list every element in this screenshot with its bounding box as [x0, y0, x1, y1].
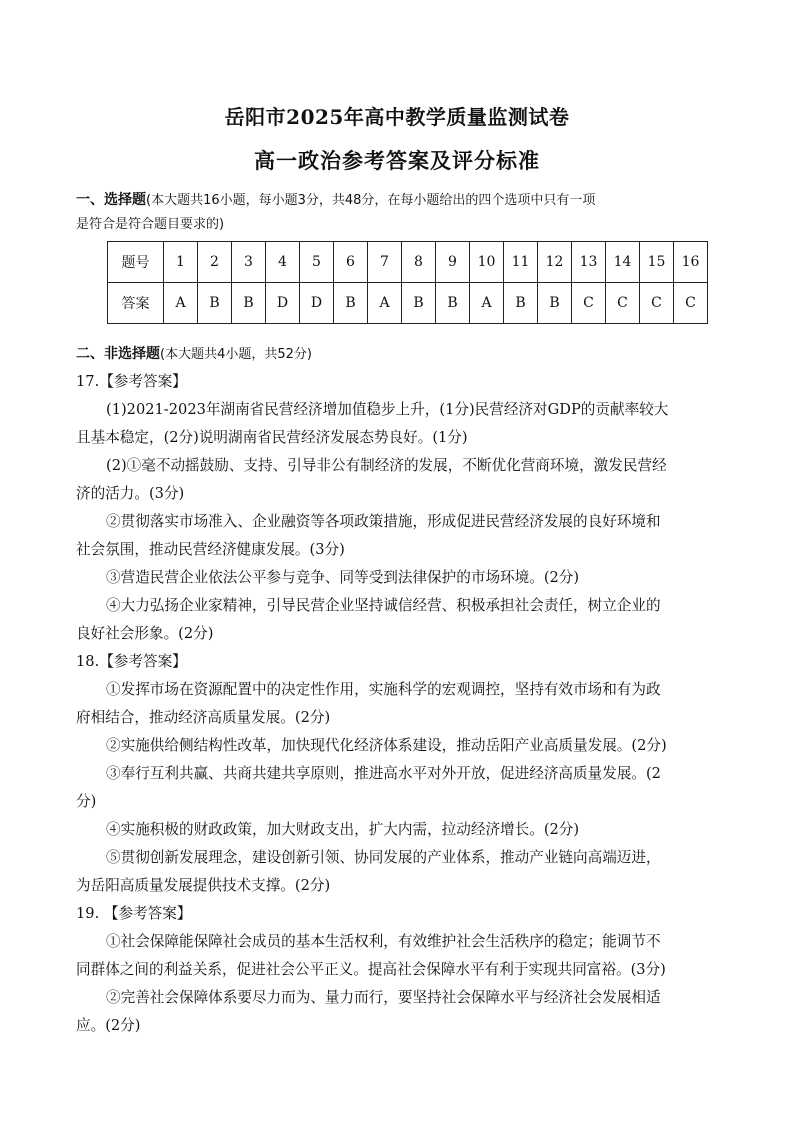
section1-note: (本大题共16小题，每小题3分，共48分，在每小题给出的四个选项中只有一项 — [146, 193, 596, 208]
q18-line: 分) — [76, 793, 97, 810]
question-number: 11 — [504, 242, 538, 283]
q19-line: ②完善社会保障体系要尽力而为、量力而行，要坚持社会保障水平与经济社会发展相适 — [106, 989, 661, 1006]
answer-cell: C — [640, 283, 674, 324]
q17-line: (2)①毫不动摇鼓励、支持、引导非公有制经济的发展，不断优化营商环境，激发民营经 — [106, 457, 667, 474]
section1-note-line2: 是符合是符合题目要求的) — [76, 217, 225, 232]
q17-line: (1)2021-2023年湖南省民营经济增加值稳步上升，(1分)民营经济对GDP的贡献率较大 — [106, 401, 669, 418]
q19-label: 19. 【参考答案】 — [76, 905, 192, 922]
q17-line: 济的活力。(3分) — [76, 485, 185, 502]
q19-line: 同群体之间的利益关系，促进社会公平正义。提高社会保障水平有利于实现共同富裕。(3分) — [76, 961, 666, 978]
q18-line: ④实施积极的财政政策，加大财政支出，扩大内需，拉动经济增长。(2分) — [106, 821, 580, 838]
q19-line: 应。(2分) — [76, 1017, 141, 1034]
question-number: 2 — [198, 242, 232, 283]
answer-cell: B — [232, 283, 266, 324]
question-number: 9 — [436, 242, 470, 283]
q18-line: ①发挥市场在资源配置中的决定性作用，实施科学的宏观调控，坚持有效市场和有为政 — [106, 681, 661, 698]
answer-table — [107, 241, 708, 324]
q18-line: 为岳阳高质量发展提供技术支撑。(2分) — [76, 877, 331, 894]
q17-line: 良好社会形象。(2分) — [76, 625, 214, 642]
table-header-answer: 答案 — [108, 283, 164, 324]
answer-cell: B — [198, 283, 232, 324]
q18-line: ③奉行互利共赢、共商共建共享原则，推进高水平对外开放，促进经济高质量发展。(2 — [106, 765, 661, 782]
q17-line: ③营造民营企业依法公平参与竞争、同等受到法律保护的市场环境。(2分) — [106, 569, 580, 586]
section2-heading: 二、非选择题 — [76, 346, 160, 362]
question-number: 16 — [674, 242, 708, 283]
q18-line: 府相结合，推动经济高质量发展。(2分) — [76, 709, 331, 726]
question-number: 5 — [300, 242, 334, 283]
answer-cell: B — [436, 283, 470, 324]
answer-cell: C — [674, 283, 708, 324]
q18-line: ⑤贯彻创新发展理念，建设创新引领、协同发展的产业体系，推动产业链向高端迈进， — [106, 849, 661, 866]
answer-cell: B — [334, 283, 368, 324]
question-number: 7 — [368, 242, 402, 283]
answer-cell: C — [572, 283, 606, 324]
question-number: 4 — [266, 242, 300, 283]
answer-cell: C — [606, 283, 640, 324]
q17-line: 且基本稳定，(2分)说明湖南省民营经济发展态势良好。(1分) — [76, 429, 468, 446]
answer-table-answer-row — [108, 283, 708, 324]
question-number: 15 — [640, 242, 674, 283]
section1-heading: 一、选择题 — [76, 192, 146, 208]
q17-line: ④大力弘扬企业家精神，引导民营企业坚持诚信经营、积极承担社会责任，树立企业的 — [106, 597, 661, 614]
question-number: 14 — [606, 242, 640, 283]
section1-heading-line — [76, 190, 726, 211]
question-number: 3 — [232, 242, 266, 283]
answer-cell: D — [300, 283, 334, 324]
question-number: 13 — [572, 242, 606, 283]
answer-cell: A — [164, 283, 198, 324]
answer-table-number-row — [108, 242, 708, 283]
question-number: 1 — [164, 242, 198, 283]
document-subtitle: 高一政治参考答案及评分标准 — [254, 148, 540, 173]
q19-line: ①社会保障能保障社会成员的基本生活权利，有效维护社会生活秩序的稳定；能调节不 — [106, 933, 661, 950]
answer-cell: B — [402, 283, 436, 324]
section2-note: (本大题共4小题，共52分) — [160, 347, 312, 362]
question-number: 6 — [334, 242, 368, 283]
answer-cell: B — [538, 283, 572, 324]
question-number: 10 — [470, 242, 504, 283]
answer-cell: D — [266, 283, 300, 324]
answer-cell: B — [504, 283, 538, 324]
question-number: 12 — [538, 242, 572, 283]
question-number: 8 — [402, 242, 436, 283]
q17-label: 17.【参考答案】 — [76, 373, 187, 390]
q18-line: ②实施供给侧结构性改革，加快现代化经济体系建设，推动岳阳产业高质量发展。(2分) — [106, 737, 667, 754]
answer-cell: A — [470, 283, 504, 324]
q17-line: 社会氛围，推动民营经济健康发展。(3分) — [76, 541, 345, 558]
q18-label: 18.【参考答案】 — [76, 653, 187, 670]
section2-heading-line — [76, 344, 726, 365]
table-header-number: 题号 — [108, 242, 164, 283]
q17-line: ②贯彻落实市场准入、企业融资等各项政策措施，形成促进民营经济发展的良好环境和 — [106, 513, 661, 530]
answer-cell: A — [368, 283, 402, 324]
document-title: 岳阳市2025年高中教学质量监测试卷 — [224, 105, 570, 129]
